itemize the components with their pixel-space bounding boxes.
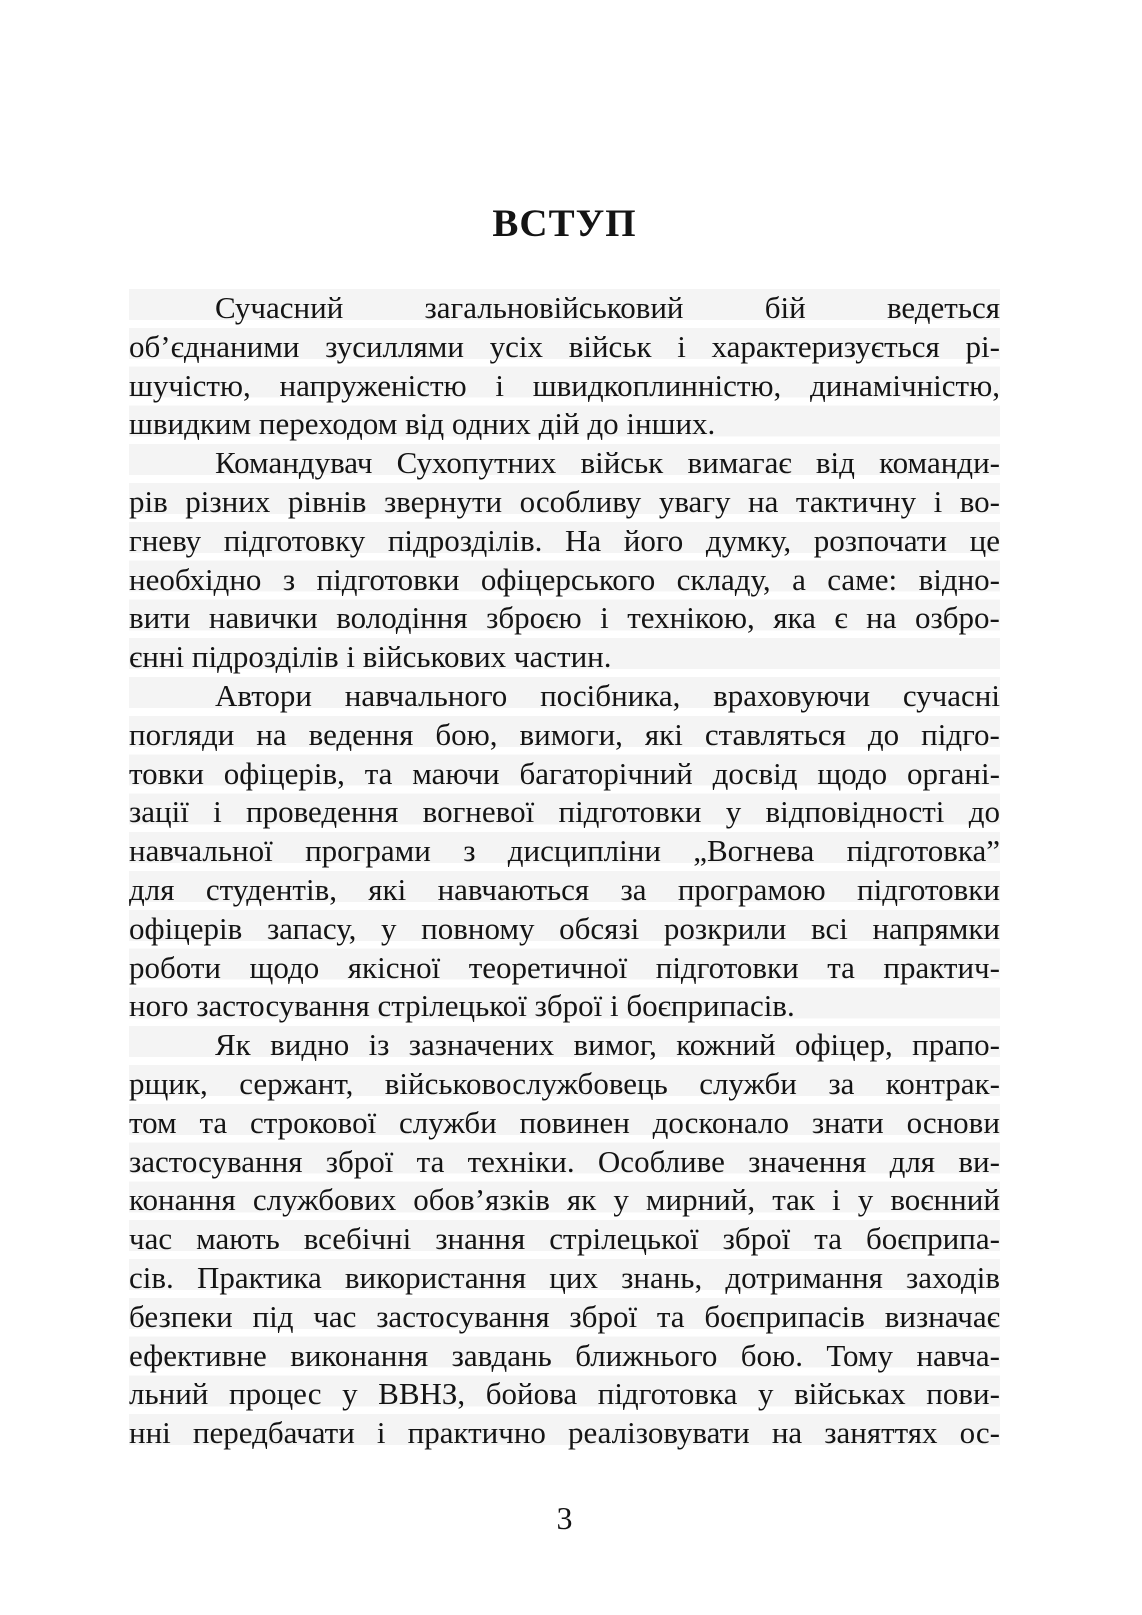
text-line: льний процес у ВВНЗ, бойова підготовка у військах пови- xyxy=(129,1376,1000,1412)
text-line: конання службових обов’язків як у мирний, так і у воєнний xyxy=(129,1182,1000,1218)
text-line: ного застосування стрілецької зброї і боєприпасів. xyxy=(129,988,795,1024)
text-line: єнні підрозділів і військових частин. xyxy=(129,639,612,675)
text-line: шучістю, напруженістю і швидкоплинністю, динамічністю, xyxy=(129,367,1000,403)
text-line: вити навички володіння зброєю і технікою, яка є на озбро- xyxy=(129,600,1000,636)
page-number: 3 xyxy=(556,1500,573,1536)
text-line: том та строкової служби повинен досконало знати основи xyxy=(129,1104,1000,1140)
text-line: час мають всебічні знання стрілецької зброї та боєприпа- xyxy=(129,1221,1000,1257)
text-line: нні передбачати і практично реалізовувати на заняттях ос- xyxy=(129,1415,1000,1451)
text-line: офіцерів запасу, у повному обсязі розкрили всі напрямки xyxy=(129,910,1000,946)
text-line: рщик, сержант, військовослужбовець служби за контрак- xyxy=(129,1065,1000,1101)
text-line: навчальної програми з дисципліни „Вогнева підготовка” xyxy=(129,833,1000,869)
text-line: необхідно з підготовки офіцерського складу, а саме: відно- xyxy=(129,561,1000,597)
body-text xyxy=(129,289,1000,1453)
text-line: застосування зброї та техніки. Особливе значення для ви- xyxy=(129,1143,1000,1179)
text-line: гневу підготовку підрозділів. На його думку, розпочати це xyxy=(129,522,1000,558)
paragraph xyxy=(129,677,1000,1026)
paragraph xyxy=(129,289,1000,444)
text-line: погляди на ведення бою, вимоги, які ставляться до підго- xyxy=(129,716,1000,752)
text-line: для студентів, які навчаються за програмою підготовки xyxy=(129,871,1000,907)
paragraph xyxy=(129,1026,1000,1453)
page-title: ВСТУП xyxy=(492,202,637,245)
paragraph xyxy=(129,444,1000,677)
text-line: об’єднаними зусиллями усіх військ і характеризується рі- xyxy=(129,328,1000,364)
text-line: швидким переходом від одних дій до інших. xyxy=(129,406,716,442)
text-line: Автори навчального посібника, враховуючи сучасні xyxy=(215,677,1000,713)
text-line: Як видно із зазначених вимог, кожний офіцер, прапо- xyxy=(215,1027,1000,1063)
text-line: рів різних рівнів звернути особливу увагу на тактичну і во- xyxy=(129,483,1000,519)
text-line: Сучасний загальновійськовий бій ведеться xyxy=(215,290,1000,325)
text-line: ефективне виконання завдань ближнього бою. Тому навча- xyxy=(129,1337,1000,1373)
text-line: роботи щодо якісної теоретичної підготовки та практич- xyxy=(129,949,1000,985)
text-line: зації і проведення вогневої підготовки у відповідності до xyxy=(129,794,1000,830)
page-content xyxy=(129,203,1000,1453)
text-line: сів. Практика використання цих знань, дотримання заходів xyxy=(129,1259,1000,1295)
text-line: безпеки під час застосування зброї та боєприпасів визначає xyxy=(129,1298,1000,1334)
text-line: Командувач Сухопутних військ вимагає від команди- xyxy=(215,445,1000,481)
text-line: товки офіцерів, та маючи багаторічний досвід щодо органі- xyxy=(129,755,1000,791)
